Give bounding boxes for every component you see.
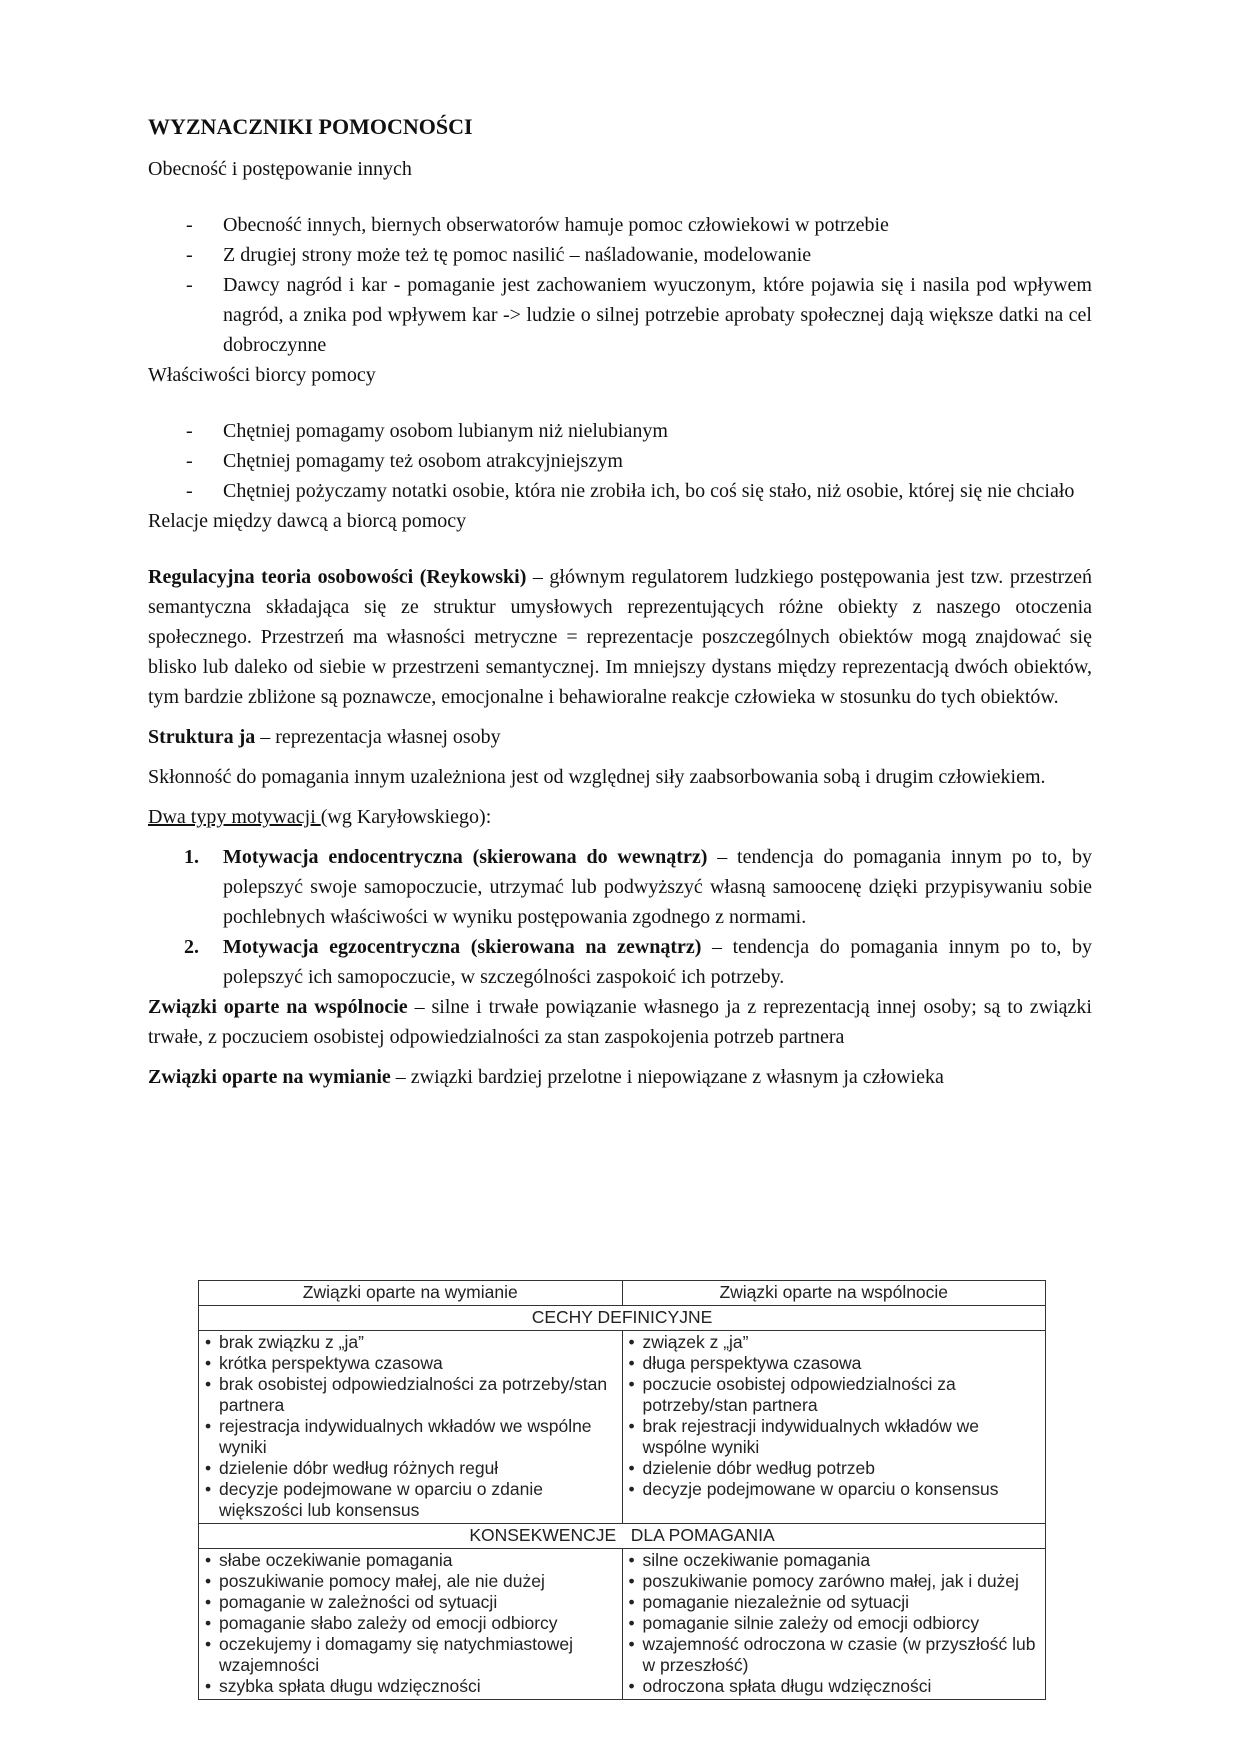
list-item: • brak osobistej odpowiedzialności za potrzeby/stan partnera bbox=[205, 1374, 616, 1416]
spacer bbox=[148, 184, 1092, 210]
wspolnota-paragraph bbox=[148, 992, 1092, 1052]
struktura-text: – reprezentacja własnej osoby bbox=[255, 726, 501, 748]
regulacyjna-paragraph bbox=[148, 562, 1092, 712]
list-item: • poczucie osobistej odpowiedzialności za potrzeby/stan partnera bbox=[629, 1374, 1040, 1416]
table-cell bbox=[622, 1331, 1046, 1524]
table-row bbox=[199, 1549, 1046, 1700]
list-item: • decyzje podejmowane w oparciu o zdanie większości lub konsensus bbox=[205, 1479, 616, 1521]
motywacje-list bbox=[148, 842, 1092, 992]
item-term: Motywacja endocentryczna (skierowana do wewnątrz) bbox=[223, 846, 708, 868]
list-item: • pomaganie w zależności od sytuacji bbox=[205, 1592, 616, 1613]
comparison-table bbox=[198, 1280, 1046, 1700]
spacer bbox=[148, 536, 1092, 562]
spacer bbox=[148, 712, 1092, 722]
list-item: - Obecność innych, biernych obserwatorów hamuje pomoc człowiekowi w potrzebie bbox=[148, 210, 1092, 240]
motywacje-heading bbox=[148, 802, 1092, 832]
list-item: • brak rejestracji indywidualnych wkładów we wspólne wyniki bbox=[629, 1416, 1040, 1458]
list-item: • związek z „ja” bbox=[629, 1332, 1040, 1353]
def-right-list bbox=[629, 1332, 1040, 1500]
table-cell bbox=[199, 1331, 623, 1524]
item-number: 1. bbox=[184, 846, 199, 868]
list-item: - Chętniej pomagamy osobom lubianym niż nielubianym bbox=[148, 416, 1092, 446]
list-item: • odroczona spłata długu wdzięczności bbox=[629, 1676, 1040, 1697]
presence-list bbox=[148, 210, 1092, 360]
cons-left-list bbox=[205, 1550, 616, 1697]
list-item: • poszukiwanie pomocy zarówno małej, jak i dużej bbox=[629, 1571, 1040, 1592]
regulacyjna-term: Regulacyjna teoria osobowości (Reykowski) bbox=[148, 566, 527, 588]
struktura-paragraph bbox=[148, 722, 1092, 752]
section-heading-presence: Obecność i postępowanie innych bbox=[148, 158, 412, 180]
list-item: • krótka perspektywa czasowa bbox=[205, 1353, 616, 1374]
list-item: - Z drugiej strony może też tę pomoc nasilić – naśladowanie, modelowanie bbox=[148, 240, 1092, 270]
document-page bbox=[148, 112, 1092, 1092]
spacer bbox=[148, 752, 1092, 762]
list-item: • silne oczekiwanie pomagania bbox=[629, 1550, 1040, 1571]
section-heading-relations: Relacje między dawcą a biorcą pomocy bbox=[148, 510, 467, 532]
list-item: • dzielenie dóbr według różnych reguł bbox=[205, 1458, 616, 1479]
item-term: Motywacja egzocentryczna (skierowana na zewnątrz) bbox=[223, 936, 702, 958]
item-number: 2. bbox=[184, 936, 199, 958]
table-section-row bbox=[199, 1524, 1046, 1549]
list-item: • długa perspektywa czasowa bbox=[629, 1353, 1040, 1374]
wspolnota-text: – silne i trwałe powiązanie własnego ja z reprezentacją innej osoby; są to związki trwałe, z poczuciem osobistej odpowiedzialności za stan zaspokojenia potrzeb partnera bbox=[148, 996, 1092, 1048]
wspolnota-term: Związki oparte na wspólnocie bbox=[148, 996, 408, 1018]
list-item: - Dawcy nagród i kar - pomaganie jest zachowaniem wyuczonym, które pojawia się i nasila pod wpływem nagród, a znika pod wpływem kar -> ludzie o silnej potrzebie aprobaty społecznej dają większe datki na cel dobroczynne bbox=[148, 270, 1092, 360]
table-section-row bbox=[199, 1306, 1046, 1331]
section-heading-recipient: Właściwości biorcy pomocy bbox=[148, 364, 376, 386]
wymiana-text: – związki bardziej przelotne i niepowiązane z własnym ja człowieka bbox=[390, 1066, 944, 1088]
page-title: WYZNACZNIKI POMOCNOŚCI bbox=[148, 114, 473, 139]
table-section-heading: KONSEKWENCJE DLA POMAGANIA bbox=[199, 1524, 1046, 1549]
spacer bbox=[148, 832, 1092, 842]
struktura-term: Struktura ja bbox=[148, 726, 256, 748]
table-col-header: Związki oparte na wymianie bbox=[199, 1281, 623, 1306]
list-item: • decyzje podejmowane w oparciu o konsensus bbox=[629, 1479, 1040, 1500]
list-item: - Chętniej pożyczamy notatki osobie, która nie zrobiła ich, bo coś się stało, niż osobie, której się nie chciało bbox=[148, 476, 1092, 506]
motywacje-heading-rest: (wg Karyłowskiego): bbox=[320, 806, 492, 828]
list-item: - Chętniej pomagamy też osobom atrakcyjniejszym bbox=[148, 446, 1092, 476]
list-item: • szybka spłata długu wdzięczności bbox=[205, 1676, 616, 1697]
list-item: • rejestracja indywidualnych wkładów we wspólne wyniki bbox=[205, 1416, 616, 1458]
list-item: • poszukiwanie pomocy małej, ale nie dużej bbox=[205, 1571, 616, 1592]
cons-right-list bbox=[629, 1550, 1040, 1697]
list-item: • pomaganie słabo zależy od emocji odbiorcy bbox=[205, 1613, 616, 1634]
sklonnosc-paragraph: Skłonność do pomagania innym uzależniona jest od względnej siły zaabsorbowania sobą i drugim człowiekiem. bbox=[148, 766, 1046, 788]
item-text: – tendencja do pomagania innym po to, by polepszyć swoje samopoczucie, utrzymać lub podwyższyć własną samoocenę dzięki przypisywaniu sobie pochlebnych właściwości w wyniku postępowania zgodnego z normami. bbox=[223, 846, 1092, 928]
table-row bbox=[199, 1331, 1046, 1524]
spacer bbox=[148, 390, 1092, 416]
list-item: • wzajemność odroczona w czasie (w przyszłość lub w przeszłość) bbox=[629, 1634, 1040, 1676]
table-col-header: Związki oparte na wspólnocie bbox=[622, 1281, 1046, 1306]
list-item: • dzielenie dóbr według potrzeb bbox=[629, 1458, 1040, 1479]
item-text: – tendencja do pomagania innym po to, by polepszyć ich samopoczucie, w szczególności zaspokoić ich potrzeby. bbox=[223, 936, 1092, 988]
table-header-row bbox=[199, 1281, 1046, 1306]
table-cell bbox=[622, 1549, 1046, 1700]
list-item: • pomaganie niezależnie od sytuacji bbox=[629, 1592, 1040, 1613]
wymiana-term: Związki oparte na wymianie bbox=[148, 1066, 391, 1088]
wymiana-paragraph bbox=[148, 1062, 1092, 1092]
numbered-item bbox=[148, 932, 1092, 992]
spacer bbox=[148, 1052, 1092, 1062]
regulacyjna-text: – głównym regulatorem ludzkiego postępowania jest tzw. przestrzeń semantyczna składająca się ze struktur umysłowych reprezentujących różne obiekty z naszego otoczenia społecznego. Przestrzeń ma własności metryczne = reprezentacje poszczególnych obiektów mogą znajdować się blisko lub daleko od siebie w przestrzeni semantycznej. Im mniejszy dystans między reprezentacją dwóch obiektów, tym bardzie zbliżone są poznawcze, emocjonalne i behawioralne reakcje człowieka w stosunku do tych obiektów. bbox=[148, 566, 1092, 708]
numbered-item bbox=[148, 842, 1092, 932]
list-item: • oczekujemy i domagamy się natychmiastowej wzajemności bbox=[205, 1634, 616, 1676]
list-item: • brak związku z „ja” bbox=[205, 1332, 616, 1353]
table-section-heading: CECHY DEFINICYJNE bbox=[199, 1306, 1046, 1331]
motywacje-heading-underlined: Dwa typy motywacji bbox=[148, 806, 321, 828]
recipient-list bbox=[148, 416, 1092, 506]
table-cell bbox=[199, 1549, 623, 1700]
spacer bbox=[148, 792, 1092, 802]
def-left-list bbox=[205, 1332, 616, 1521]
list-item: • pomaganie silnie zależy od emocji odbiorcy bbox=[629, 1613, 1040, 1634]
list-item: • słabe oczekiwanie pomagania bbox=[205, 1550, 616, 1571]
